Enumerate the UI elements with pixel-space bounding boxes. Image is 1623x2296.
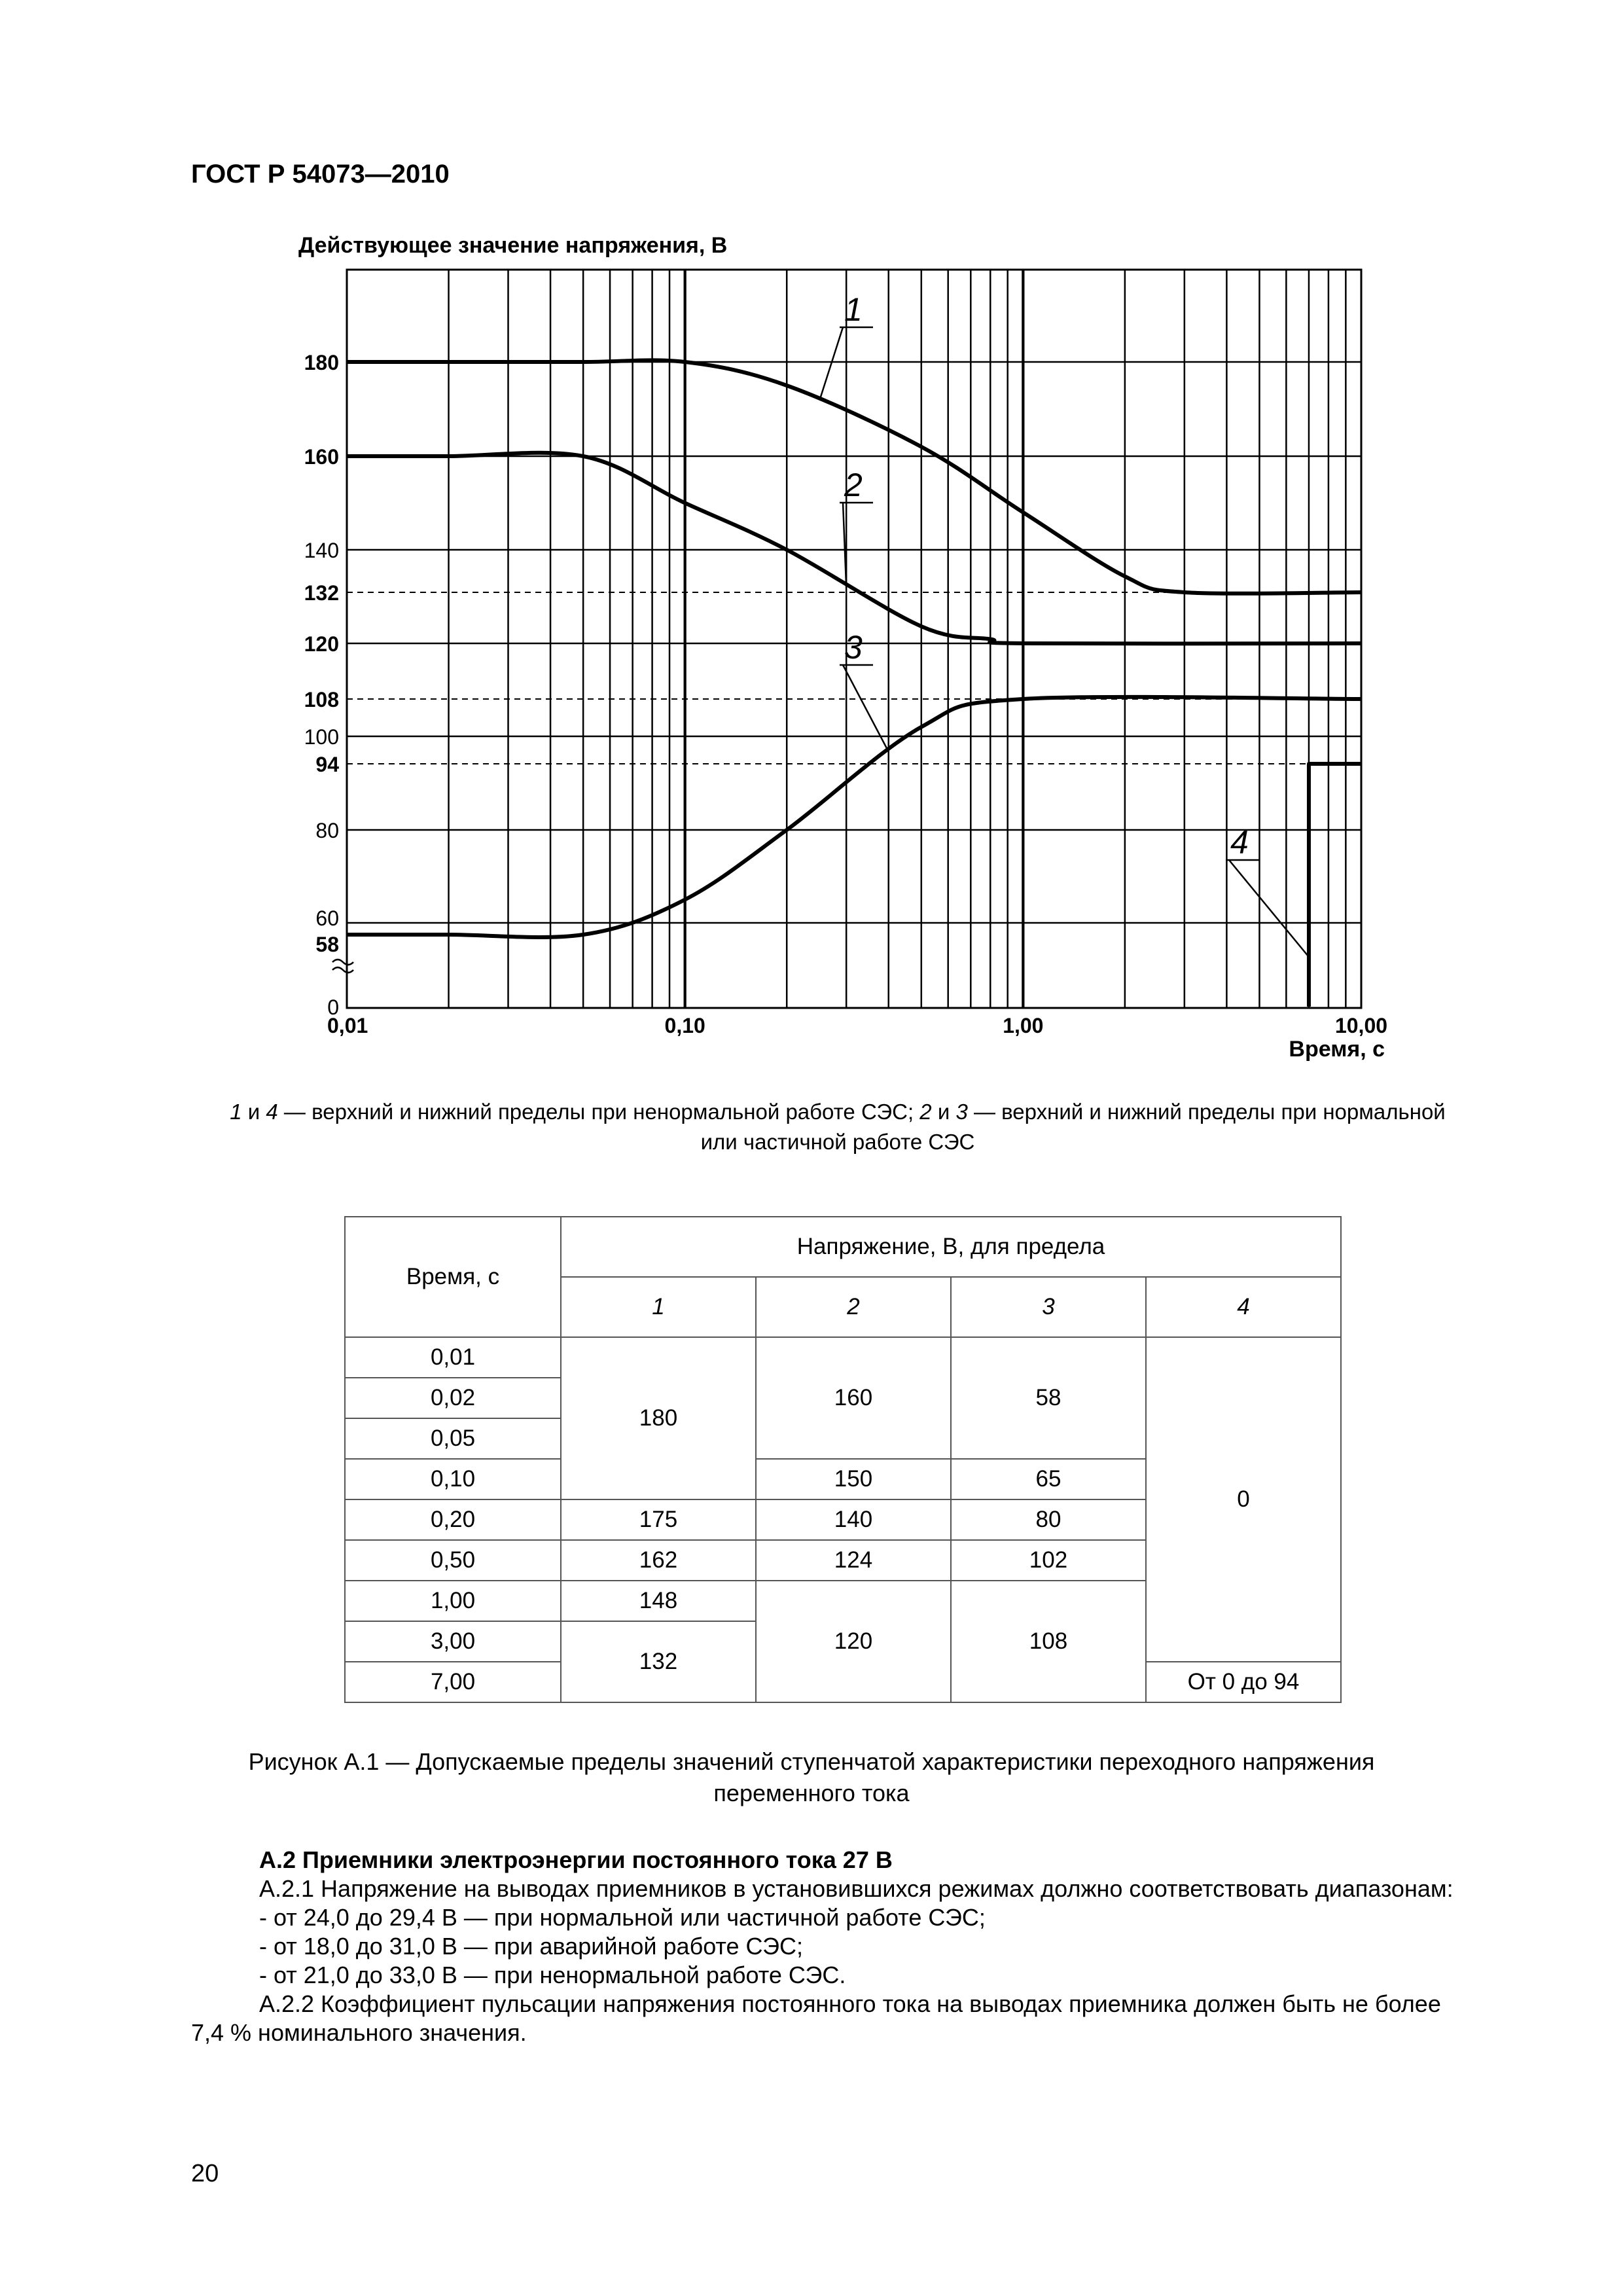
table-cell: 108 (951, 1581, 1146, 1702)
voltage-limits-chart (0, 0, 1623, 1086)
y-tick-label: 60 (315, 906, 339, 930)
figure-legend-caption (216, 1097, 1459, 1157)
series-line-3 (347, 697, 1361, 937)
table-cell: 120 (756, 1581, 951, 1702)
legend-ref-1: 1 (230, 1100, 242, 1124)
y-tick-label: 160 (304, 445, 339, 469)
x-tick-label: 10,00 (1334, 1014, 1388, 1037)
y-tick-label: 94 (315, 753, 339, 776)
chart-series (347, 360, 1361, 1007)
legend-ref-3: 3 (955, 1100, 968, 1124)
table-cell-time: 3,00 (345, 1621, 561, 1662)
legend-ref-4: 4 (266, 1100, 278, 1124)
x-tick-label: 0,01 (327, 1014, 368, 1037)
table-cell-time: 1,00 (345, 1581, 561, 1621)
y-tick-label: 0 (327, 996, 339, 1019)
section-body (191, 1846, 1487, 2047)
callout-leader-4 (1229, 860, 1309, 957)
table-cell-time: 0,50 (345, 1540, 561, 1581)
legend-text-line2: или частичной работе СЭС (700, 1130, 975, 1154)
table-cell-time: 0,02 (345, 1378, 561, 1418)
table-cell: 0 (1146, 1337, 1341, 1662)
callout-label-2: 2 (844, 467, 863, 503)
document-header: ГОСТ Р 54073—2010 (191, 160, 450, 188)
y-axis-title: Действующее значение напряжения, В (298, 233, 728, 258)
callout-leader-1 (819, 327, 843, 401)
table-cell: От 0 до 94 (1146, 1662, 1341, 1702)
x-tick-label: 0,10 (664, 1014, 705, 1037)
table-cell-time: 0,01 (345, 1337, 561, 1378)
page-number: 20 (191, 2160, 219, 2187)
paragraph: А.2.2 Коэффициент пульсации напряжения постоянного тока на выводах приемника должен быть не более (259, 1990, 1441, 2017)
figure-caption-line1: Рисунок А.1 — Допускаемые пределы значений ступенчатой характеристики переходного напряжения (248, 1748, 1375, 1775)
table-cell: 148 (561, 1581, 756, 1621)
table-header-limit-2: 2 (756, 1277, 951, 1337)
limits-table (344, 1216, 1342, 1703)
axis-break-icon (332, 960, 353, 965)
y-tick-label: 80 (315, 819, 339, 842)
table-cell-time: 0,10 (345, 1459, 561, 1499)
table-header-limit-1: 1 (561, 1277, 756, 1337)
table-cell: 132 (561, 1621, 756, 1702)
table-cell: 124 (756, 1540, 951, 1581)
table-cell: 65 (951, 1459, 1146, 1499)
y-tick-label: 140 (304, 539, 339, 562)
chart-labels (298, 233, 1387, 1062)
y-tick-label: 132 (304, 581, 339, 605)
figure-caption-line2: переменного тока (713, 1780, 910, 1806)
callout-label-3: 3 (844, 629, 863, 666)
table-cell-time: 0,20 (345, 1499, 561, 1540)
table-cell: 140 (756, 1499, 951, 1540)
x-axis-title: Время, с (1289, 1037, 1385, 1062)
table-header-limit-4: 4 (1146, 1277, 1341, 1337)
table-cell: 150 (756, 1459, 951, 1499)
y-tick-label: 108 (304, 688, 339, 711)
paragraph: А.2.1 Напряжение на выводах приемников в установившихся режимах должно соответствовать диапазонам: (259, 1875, 1454, 1902)
table-cell: 58 (951, 1337, 1146, 1459)
table-cell-time: 7,00 (345, 1662, 561, 1702)
callout-leader-3 (843, 665, 889, 752)
legend-text: и (931, 1100, 956, 1124)
list-item: - от 21,0 до 33,0 В — при ненормальной работе СЭС. (259, 1962, 846, 1988)
y-tick-label: 180 (304, 351, 339, 374)
table-header-limit-3: 3 (951, 1277, 1146, 1337)
list-item: - от 24,0 до 29,4 В — при нормальной или частичной работе СЭС; (259, 1904, 986, 1931)
paragraph-continuation: 7,4 % номинального значения. (191, 2019, 527, 2046)
table-header-voltage: Напряжение, В, для предела (561, 1217, 1341, 1277)
table-cell: 175 (561, 1499, 756, 1540)
legend-text: — верхний и нижний пределы при ненормальной работе СЭС; (277, 1100, 920, 1124)
y-tick-label: 100 (304, 725, 339, 749)
legend-ref-2: 2 (919, 1100, 932, 1124)
legend-text: — верхний и нижний пределы при нормальной (967, 1100, 1446, 1124)
table-cell-time: 0,05 (345, 1418, 561, 1459)
table-header-time: Время, с (345, 1217, 561, 1337)
callout-label-4: 4 (1230, 824, 1249, 861)
series-line-4 (1309, 764, 1361, 1007)
axis-break-icon (332, 967, 353, 973)
y-tick-label: 120 (304, 632, 339, 656)
callout-label-1: 1 (844, 291, 863, 328)
table-cell: 160 (756, 1337, 951, 1459)
x-tick-label: 1,00 (1003, 1014, 1044, 1037)
y-tick-label: 58 (315, 933, 339, 956)
table-cell: 162 (561, 1540, 756, 1581)
table-cell: 102 (951, 1540, 1146, 1581)
legend-text: и (241, 1100, 266, 1124)
table-cell: 80 (951, 1499, 1146, 1540)
figure-caption (196, 1746, 1427, 1809)
section-heading: А.2 Приемники электроэнергии постоянного тока 27 В (259, 1846, 893, 1873)
list-item: - от 18,0 до 31,0 В — при аварийной работе СЭС; (259, 1933, 804, 1960)
table-cell: 180 (561, 1337, 756, 1499)
